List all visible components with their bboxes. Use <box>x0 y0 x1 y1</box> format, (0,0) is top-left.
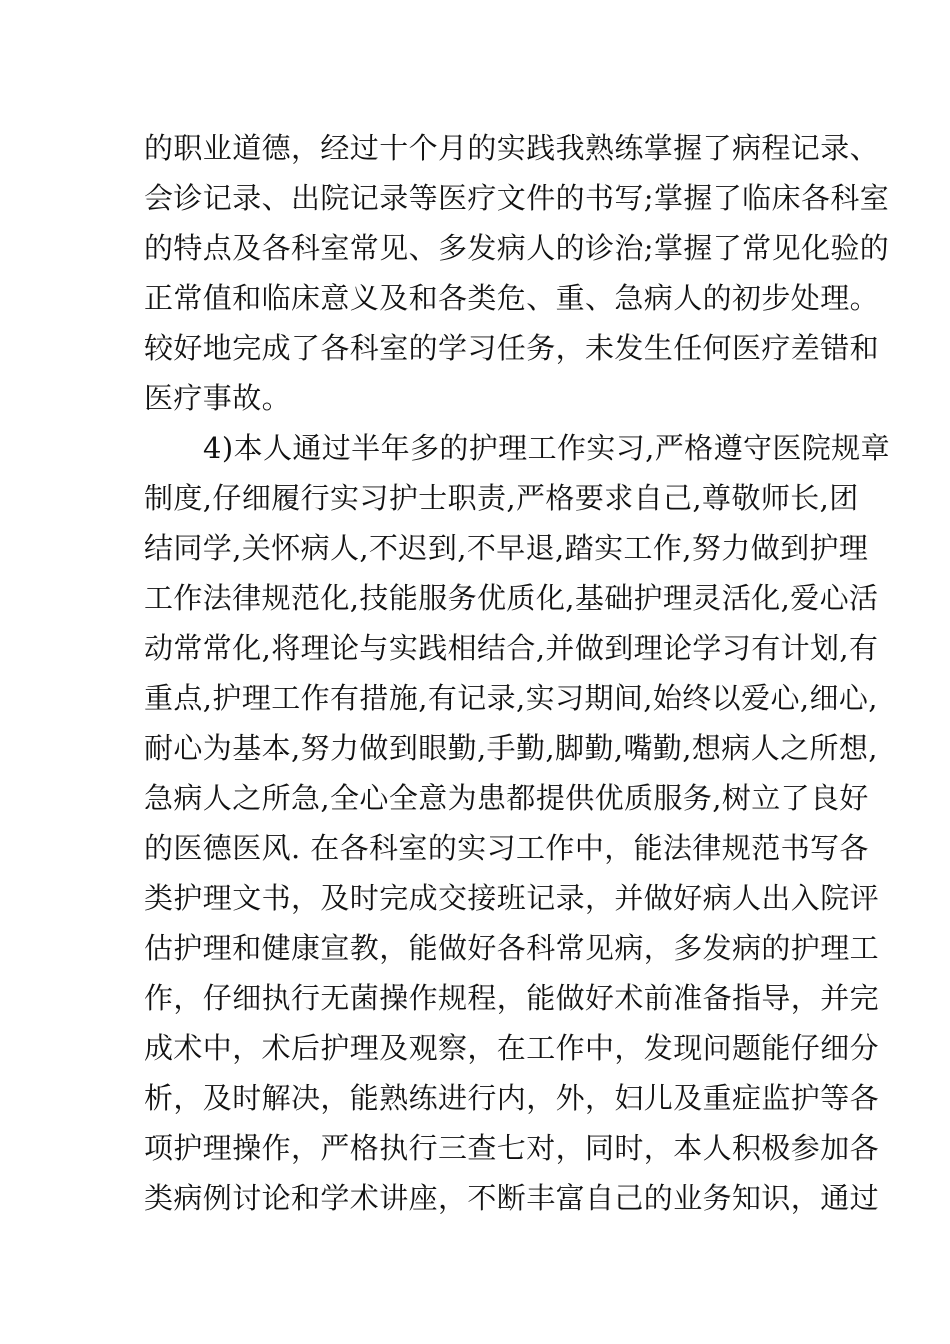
text-line: 急病人之所急,全心全意为患都提供优质服务,树立了良好 <box>144 781 869 815</box>
text-line: 结同学,关怀病人,不迟到,不早退,踏实工作,努力做到护理 <box>144 531 869 565</box>
paragraph-first-line: 4)本人通过半年多的护理工作实习,严格遵守医院规章 <box>203 431 890 465</box>
text-line: 的职业道德，经过十个月的实践我熟练掌握了病程记录、 <box>144 131 880 165</box>
text-line: 医疗事故。 <box>144 381 292 415</box>
text-line: 的医德医风. 在各科室的实习工作中，能法律规范书写各 <box>144 831 869 865</box>
text-line: 成术中，术后护理及观察，在工作中，发现问题能仔细分 <box>144 1031 880 1065</box>
text-line: 动常常化,将理论与实践相结合,并做到理论学习有计划,有 <box>144 631 879 665</box>
text-line: 正常值和临床意义及和各类危、重、急病人的初步处理。 <box>144 281 880 315</box>
text-line: 作，仔细执行无菌操作规程，能做好术前准备指导，并完 <box>144 981 880 1015</box>
text-line: 会诊记录、出院记录等医疗文件的书写;掌握了临床各科室 <box>144 181 890 215</box>
text-line: 工作法律规范化,技能服务优质化,基础护理灵活化,爱心活 <box>144 581 879 615</box>
text-line: 估护理和健康宣教，能做好各科常见病，多发病的护理工 <box>144 931 880 965</box>
text-line: 析，及时解决，能熟练进行内，外，妇儿及重症监护等各 <box>144 1081 880 1115</box>
text-line: 重点,护理工作有措施,有记录,实习期间,始终以爱心,细心, <box>144 681 878 715</box>
text-line: 类病例讨论和学术讲座，不断丰富自己的业务知识，通过 <box>144 1181 880 1215</box>
text-line: 的特点及各科室常见、多发病人的诊治;掌握了常见化验的 <box>144 231 890 265</box>
text-line: 项护理操作，严格执行三查七对，同时，本人积极参加各 <box>144 1131 880 1165</box>
text-line: 制度,仔细履行实习护士职责,严格要求自己,尊敬师长,团 <box>144 481 859 515</box>
text-line: 耐心为基本,努力做到眼勤,手勤,脚勤,嘴勤,想病人之所想, <box>144 731 878 765</box>
text-line: 类护理文书，及时完成交接班记录，并做好病人出入院评 <box>144 881 880 915</box>
text-line: 较好地完成了各科室的学习任务，未发生任何医疗差错和 <box>144 331 880 365</box>
